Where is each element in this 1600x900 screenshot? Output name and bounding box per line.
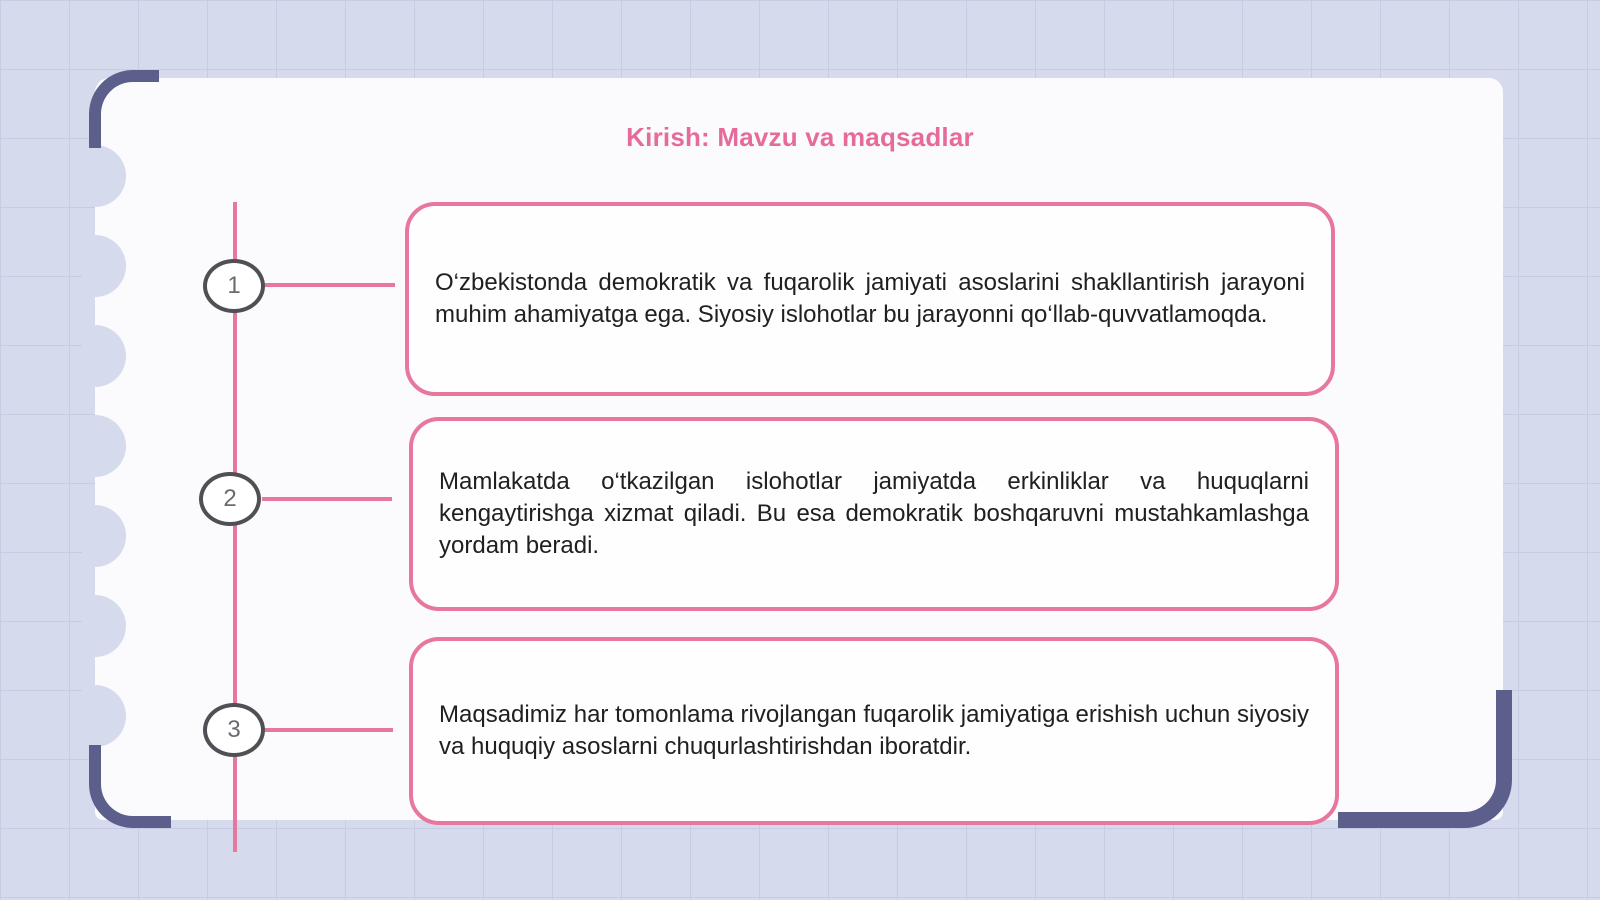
step-number-label: 2	[223, 485, 237, 512]
step-box-2	[409, 417, 1339, 611]
timeline-connector	[265, 283, 395, 287]
step-number-3	[203, 703, 265, 757]
step-box-3	[409, 637, 1339, 825]
step-number-label: 3	[227, 716, 241, 743]
timeline-connector	[265, 728, 393, 732]
step-number-2	[199, 472, 261, 526]
step-text: Maqsadimiz har tomonlama rivojlangan fuqarolik jamiyatiga erishish uchun siyosiy va huquqiy asoslarni chuqurlashtirishdan iboratdir.	[439, 701, 1309, 760]
step-number-1	[203, 259, 265, 313]
slide-title: Kirish: Mavzu va maqsadlar	[626, 122, 974, 152]
step-text: Mamlakatda o‘tkazilgan islohotlar jamiyatda erkinliklar va huquqlarni kengaytirishga xizmat qiladi. Bu esa demokratik boshqaruvni mustahkamlashga yordam beradi.	[439, 468, 1309, 559]
step-box-1	[405, 202, 1335, 396]
step-number-label: 1	[227, 272, 241, 299]
step-text: O‘zbekistonda demokratik va fuqarolik jamiyati asoslarini shakllantirish jarayoni muhim ahamiyatga ega. Siyosiy islohotlar bu jarayonni qo‘llab-quvvatlamoqda.	[435, 269, 1305, 328]
timeline-connector	[262, 497, 392, 501]
frame-corner-bottom-right	[1338, 690, 1512, 828]
